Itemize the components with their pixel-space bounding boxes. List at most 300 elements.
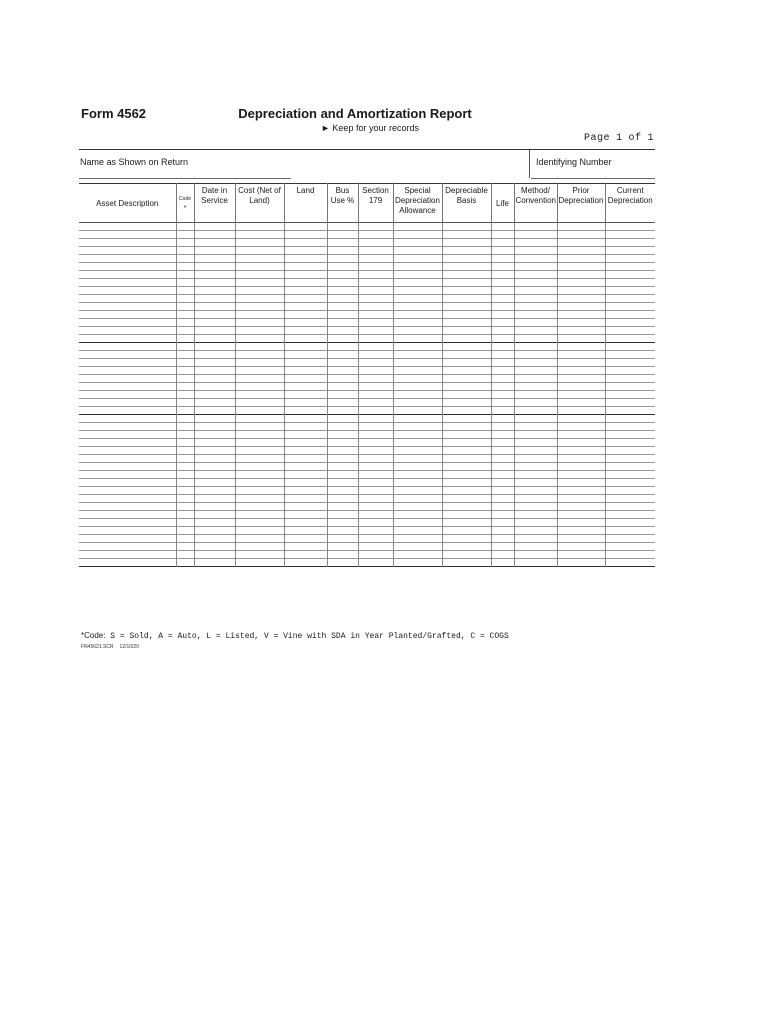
cell-section-179[interactable]: [358, 375, 393, 383]
cell-prior-depreciation[interactable]: [557, 519, 605, 527]
cell-cost[interactable]: [235, 367, 284, 375]
cell-special-depreciation[interactable]: [393, 343, 442, 351]
cell-asset-description[interactable]: [79, 375, 176, 383]
cell-method-convention[interactable]: [514, 255, 557, 263]
cell-cost[interactable]: [235, 551, 284, 559]
cell-current-depreciation[interactable]: [605, 391, 655, 399]
cell-depreciable-basis[interactable]: [442, 399, 491, 407]
cell-land[interactable]: [284, 423, 327, 431]
cell-section-179[interactable]: [358, 511, 393, 519]
cell-depreciable-basis[interactable]: [442, 471, 491, 479]
name-on-return-field[interactable]: [79, 178, 291, 179]
cell-bus-use[interactable]: [327, 255, 358, 263]
cell-code[interactable]: [176, 471, 194, 479]
cell-asset-description[interactable]: [79, 295, 176, 303]
cell-code[interactable]: [176, 335, 194, 343]
cell-depreciable-basis[interactable]: [442, 431, 491, 439]
cell-bus-use[interactable]: [327, 511, 358, 519]
cell-land[interactable]: [284, 503, 327, 511]
cell-date-in-service[interactable]: [194, 551, 235, 559]
cell-land[interactable]: [284, 431, 327, 439]
cell-special-depreciation[interactable]: [393, 487, 442, 495]
cell-life[interactable]: [491, 263, 514, 271]
cell-bus-use[interactable]: [327, 287, 358, 295]
cell-date-in-service[interactable]: [194, 431, 235, 439]
cell-prior-depreciation[interactable]: [557, 255, 605, 263]
cell-depreciable-basis[interactable]: [442, 303, 491, 311]
cell-cost[interactable]: [235, 399, 284, 407]
cell-life[interactable]: [491, 343, 514, 351]
cell-prior-depreciation[interactable]: [557, 495, 605, 503]
cell-land[interactable]: [284, 287, 327, 295]
cell-prior-depreciation[interactable]: [557, 271, 605, 279]
cell-cost[interactable]: [235, 479, 284, 487]
cell-life[interactable]: [491, 303, 514, 311]
cell-asset-description[interactable]: [79, 479, 176, 487]
cell-code[interactable]: [176, 319, 194, 327]
cell-depreciable-basis[interactable]: [442, 223, 491, 231]
cell-code[interactable]: [176, 327, 194, 335]
cell-life[interactable]: [491, 559, 514, 567]
cell-cost[interactable]: [235, 327, 284, 335]
cell-method-convention[interactable]: [514, 455, 557, 463]
cell-method-convention[interactable]: [514, 327, 557, 335]
cell-bus-use[interactable]: [327, 423, 358, 431]
cell-depreciable-basis[interactable]: [442, 287, 491, 295]
cell-prior-depreciation[interactable]: [557, 383, 605, 391]
cell-section-179[interactable]: [358, 359, 393, 367]
identifying-number-field[interactable]: [531, 178, 655, 179]
cell-special-depreciation[interactable]: [393, 495, 442, 503]
cell-method-convention[interactable]: [514, 527, 557, 535]
cell-prior-depreciation[interactable]: [557, 471, 605, 479]
cell-life[interactable]: [491, 503, 514, 511]
cell-date-in-service[interactable]: [194, 455, 235, 463]
cell-cost[interactable]: [235, 335, 284, 343]
cell-code[interactable]: [176, 463, 194, 471]
cell-current-depreciation[interactable]: [605, 543, 655, 551]
cell-life[interactable]: [491, 479, 514, 487]
cell-prior-depreciation[interactable]: [557, 399, 605, 407]
cell-cost[interactable]: [235, 303, 284, 311]
cell-section-179[interactable]: [358, 263, 393, 271]
cell-special-depreciation[interactable]: [393, 359, 442, 367]
cell-cost[interactable]: [235, 231, 284, 239]
cell-prior-depreciation[interactable]: [557, 223, 605, 231]
cell-depreciable-basis[interactable]: [442, 479, 491, 487]
cell-date-in-service[interactable]: [194, 255, 235, 263]
cell-land[interactable]: [284, 399, 327, 407]
cell-current-depreciation[interactable]: [605, 319, 655, 327]
cell-special-depreciation[interactable]: [393, 511, 442, 519]
cell-bus-use[interactable]: [327, 263, 358, 271]
cell-special-depreciation[interactable]: [393, 455, 442, 463]
cell-prior-depreciation[interactable]: [557, 351, 605, 359]
cell-method-convention[interactable]: [514, 423, 557, 431]
cell-section-179[interactable]: [358, 495, 393, 503]
cell-method-convention[interactable]: [514, 503, 557, 511]
cell-method-convention[interactable]: [514, 223, 557, 231]
cell-code[interactable]: [176, 247, 194, 255]
cell-depreciable-basis[interactable]: [442, 255, 491, 263]
cell-method-convention[interactable]: [514, 311, 557, 319]
cell-method-convention[interactable]: [514, 391, 557, 399]
cell-date-in-service[interactable]: [194, 479, 235, 487]
cell-current-depreciation[interactable]: [605, 479, 655, 487]
cell-section-179[interactable]: [358, 351, 393, 359]
cell-depreciable-basis[interactable]: [442, 447, 491, 455]
cell-code[interactable]: [176, 351, 194, 359]
cell-bus-use[interactable]: [327, 399, 358, 407]
cell-special-depreciation[interactable]: [393, 543, 442, 551]
cell-bus-use[interactable]: [327, 247, 358, 255]
cell-special-depreciation[interactable]: [393, 439, 442, 447]
cell-asset-description[interactable]: [79, 455, 176, 463]
cell-current-depreciation[interactable]: [605, 327, 655, 335]
cell-section-179[interactable]: [358, 423, 393, 431]
cell-prior-depreciation[interactable]: [557, 407, 605, 415]
cell-method-convention[interactable]: [514, 399, 557, 407]
cell-special-depreciation[interactable]: [393, 391, 442, 399]
cell-method-convention[interactable]: [514, 239, 557, 247]
cell-asset-description[interactable]: [79, 407, 176, 415]
cell-current-depreciation[interactable]: [605, 279, 655, 287]
cell-prior-depreciation[interactable]: [557, 279, 605, 287]
cell-depreciable-basis[interactable]: [442, 247, 491, 255]
cell-asset-description[interactable]: [79, 423, 176, 431]
cell-bus-use[interactable]: [327, 519, 358, 527]
cell-section-179[interactable]: [358, 271, 393, 279]
cell-bus-use[interactable]: [327, 343, 358, 351]
cell-depreciable-basis[interactable]: [442, 535, 491, 543]
cell-current-depreciation[interactable]: [605, 359, 655, 367]
cell-section-179[interactable]: [358, 383, 393, 391]
cell-depreciable-basis[interactable]: [442, 263, 491, 271]
cell-code[interactable]: [176, 519, 194, 527]
cell-special-depreciation[interactable]: [393, 335, 442, 343]
cell-prior-depreciation[interactable]: [557, 335, 605, 343]
cell-code[interactable]: [176, 383, 194, 391]
cell-method-convention[interactable]: [514, 359, 557, 367]
cell-date-in-service[interactable]: [194, 311, 235, 319]
cell-land[interactable]: [284, 463, 327, 471]
cell-land[interactable]: [284, 335, 327, 343]
cell-method-convention[interactable]: [514, 383, 557, 391]
cell-method-convention[interactable]: [514, 479, 557, 487]
cell-cost[interactable]: [235, 391, 284, 399]
cell-depreciable-basis[interactable]: [442, 551, 491, 559]
cell-asset-description[interactable]: [79, 367, 176, 375]
cell-asset-description[interactable]: [79, 487, 176, 495]
cell-prior-depreciation[interactable]: [557, 487, 605, 495]
cell-code[interactable]: [176, 343, 194, 351]
cell-special-depreciation[interactable]: [393, 503, 442, 511]
cell-method-convention[interactable]: [514, 551, 557, 559]
cell-cost[interactable]: [235, 535, 284, 543]
cell-depreciable-basis[interactable]: [442, 527, 491, 535]
cell-section-179[interactable]: [358, 255, 393, 263]
cell-date-in-service[interactable]: [194, 359, 235, 367]
cell-current-depreciation[interactable]: [605, 471, 655, 479]
cell-asset-description[interactable]: [79, 399, 176, 407]
cell-depreciable-basis[interactable]: [442, 335, 491, 343]
cell-section-179[interactable]: [358, 543, 393, 551]
cell-bus-use[interactable]: [327, 543, 358, 551]
cell-depreciable-basis[interactable]: [442, 415, 491, 423]
cell-life[interactable]: [491, 527, 514, 535]
cell-asset-description[interactable]: [79, 247, 176, 255]
cell-land[interactable]: [284, 311, 327, 319]
cell-current-depreciation[interactable]: [605, 423, 655, 431]
cell-code[interactable]: [176, 479, 194, 487]
cell-prior-depreciation[interactable]: [557, 551, 605, 559]
cell-date-in-service[interactable]: [194, 439, 235, 447]
cell-section-179[interactable]: [358, 455, 393, 463]
cell-cost[interactable]: [235, 263, 284, 271]
cell-method-convention[interactable]: [514, 535, 557, 543]
cell-date-in-service[interactable]: [194, 375, 235, 383]
cell-life[interactable]: [491, 543, 514, 551]
cell-bus-use[interactable]: [327, 527, 358, 535]
cell-cost[interactable]: [235, 239, 284, 247]
cell-cost[interactable]: [235, 375, 284, 383]
cell-bus-use[interactable]: [327, 535, 358, 543]
cell-cost[interactable]: [235, 519, 284, 527]
cell-asset-description[interactable]: [79, 335, 176, 343]
cell-bus-use[interactable]: [327, 367, 358, 375]
cell-asset-description[interactable]: [79, 495, 176, 503]
cell-prior-depreciation[interactable]: [557, 455, 605, 463]
cell-asset-description[interactable]: [79, 559, 176, 567]
cell-special-depreciation[interactable]: [393, 535, 442, 543]
cell-life[interactable]: [491, 375, 514, 383]
cell-life[interactable]: [491, 551, 514, 559]
cell-depreciable-basis[interactable]: [442, 487, 491, 495]
cell-method-convention[interactable]: [514, 247, 557, 255]
cell-cost[interactable]: [235, 295, 284, 303]
cell-land[interactable]: [284, 407, 327, 415]
cell-date-in-service[interactable]: [194, 503, 235, 511]
cell-cost[interactable]: [235, 383, 284, 391]
cell-land[interactable]: [284, 375, 327, 383]
cell-method-convention[interactable]: [514, 303, 557, 311]
cell-special-depreciation[interactable]: [393, 239, 442, 247]
cell-asset-description[interactable]: [79, 287, 176, 295]
cell-section-179[interactable]: [358, 519, 393, 527]
cell-land[interactable]: [284, 559, 327, 567]
cell-depreciable-basis[interactable]: [442, 391, 491, 399]
cell-code[interactable]: [176, 279, 194, 287]
cell-prior-depreciation[interactable]: [557, 295, 605, 303]
cell-land[interactable]: [284, 527, 327, 535]
cell-asset-description[interactable]: [79, 431, 176, 439]
cell-method-convention[interactable]: [514, 367, 557, 375]
cell-depreciable-basis[interactable]: [442, 319, 491, 327]
cell-cost[interactable]: [235, 559, 284, 567]
cell-cost[interactable]: [235, 543, 284, 551]
cell-cost[interactable]: [235, 487, 284, 495]
cell-current-depreciation[interactable]: [605, 303, 655, 311]
cell-code[interactable]: [176, 375, 194, 383]
cell-section-179[interactable]: [358, 439, 393, 447]
cell-bus-use[interactable]: [327, 223, 358, 231]
cell-section-179[interactable]: [358, 503, 393, 511]
cell-section-179[interactable]: [358, 479, 393, 487]
cell-asset-description[interactable]: [79, 255, 176, 263]
cell-land[interactable]: [284, 447, 327, 455]
cell-method-convention[interactable]: [514, 471, 557, 479]
cell-code[interactable]: [176, 503, 194, 511]
cell-current-depreciation[interactable]: [605, 223, 655, 231]
cell-date-in-service[interactable]: [194, 423, 235, 431]
cell-bus-use[interactable]: [327, 383, 358, 391]
cell-date-in-service[interactable]: [194, 335, 235, 343]
cell-date-in-service[interactable]: [194, 247, 235, 255]
cell-cost[interactable]: [235, 351, 284, 359]
cell-life[interactable]: [491, 271, 514, 279]
cell-code[interactable]: [176, 367, 194, 375]
cell-code[interactable]: [176, 359, 194, 367]
cell-special-depreciation[interactable]: [393, 247, 442, 255]
cell-section-179[interactable]: [358, 247, 393, 255]
cell-bus-use[interactable]: [327, 295, 358, 303]
cell-date-in-service[interactable]: [194, 271, 235, 279]
cell-life[interactable]: [491, 487, 514, 495]
cell-land[interactable]: [284, 279, 327, 287]
cell-prior-depreciation[interactable]: [557, 527, 605, 535]
cell-prior-depreciation[interactable]: [557, 543, 605, 551]
cell-current-depreciation[interactable]: [605, 439, 655, 447]
cell-method-convention[interactable]: [514, 231, 557, 239]
cell-land[interactable]: [284, 223, 327, 231]
cell-asset-description[interactable]: [79, 327, 176, 335]
cell-current-depreciation[interactable]: [605, 551, 655, 559]
cell-life[interactable]: [491, 311, 514, 319]
cell-life[interactable]: [491, 351, 514, 359]
cell-special-depreciation[interactable]: [393, 527, 442, 535]
cell-depreciable-basis[interactable]: [442, 279, 491, 287]
cell-special-depreciation[interactable]: [393, 351, 442, 359]
cell-asset-description[interactable]: [79, 551, 176, 559]
cell-current-depreciation[interactable]: [605, 343, 655, 351]
cell-life[interactable]: [491, 495, 514, 503]
cell-special-depreciation[interactable]: [393, 431, 442, 439]
cell-asset-description[interactable]: [79, 447, 176, 455]
cell-code[interactable]: [176, 431, 194, 439]
cell-land[interactable]: [284, 351, 327, 359]
cell-life[interactable]: [491, 279, 514, 287]
cell-method-convention[interactable]: [514, 447, 557, 455]
cell-life[interactable]: [491, 335, 514, 343]
cell-land[interactable]: [284, 439, 327, 447]
cell-cost[interactable]: [235, 463, 284, 471]
cell-depreciable-basis[interactable]: [442, 295, 491, 303]
cell-land[interactable]: [284, 231, 327, 239]
cell-current-depreciation[interactable]: [605, 455, 655, 463]
cell-cost[interactable]: [235, 271, 284, 279]
cell-life[interactable]: [491, 327, 514, 335]
cell-method-convention[interactable]: [514, 495, 557, 503]
cell-code[interactable]: [176, 439, 194, 447]
cell-method-convention[interactable]: [514, 263, 557, 271]
cell-section-179[interactable]: [358, 327, 393, 335]
cell-depreciable-basis[interactable]: [442, 511, 491, 519]
cell-code[interactable]: [176, 535, 194, 543]
cell-current-depreciation[interactable]: [605, 383, 655, 391]
cell-prior-depreciation[interactable]: [557, 319, 605, 327]
cell-date-in-service[interactable]: [194, 279, 235, 287]
cell-code[interactable]: [176, 415, 194, 423]
cell-asset-description[interactable]: [79, 383, 176, 391]
cell-land[interactable]: [284, 239, 327, 247]
cell-method-convention[interactable]: [514, 559, 557, 567]
cell-life[interactable]: [491, 383, 514, 391]
cell-date-in-service[interactable]: [194, 319, 235, 327]
cell-code[interactable]: [176, 231, 194, 239]
cell-current-depreciation[interactable]: [605, 263, 655, 271]
cell-special-depreciation[interactable]: [393, 311, 442, 319]
cell-special-depreciation[interactable]: [393, 559, 442, 567]
cell-asset-description[interactable]: [79, 543, 176, 551]
cell-asset-description[interactable]: [79, 463, 176, 471]
cell-special-depreciation[interactable]: [393, 423, 442, 431]
cell-cost[interactable]: [235, 343, 284, 351]
cell-prior-depreciation[interactable]: [557, 431, 605, 439]
cell-cost[interactable]: [235, 423, 284, 431]
cell-current-depreciation[interactable]: [605, 487, 655, 495]
cell-current-depreciation[interactable]: [605, 295, 655, 303]
cell-section-179[interactable]: [358, 487, 393, 495]
cell-land[interactable]: [284, 391, 327, 399]
cell-bus-use[interactable]: [327, 327, 358, 335]
cell-prior-depreciation[interactable]: [557, 263, 605, 271]
cell-special-depreciation[interactable]: [393, 223, 442, 231]
cell-bus-use[interactable]: [327, 471, 358, 479]
cell-asset-description[interactable]: [79, 239, 176, 247]
cell-land[interactable]: [284, 471, 327, 479]
cell-prior-depreciation[interactable]: [557, 343, 605, 351]
cell-code[interactable]: [176, 295, 194, 303]
cell-land[interactable]: [284, 247, 327, 255]
cell-bus-use[interactable]: [327, 431, 358, 439]
cell-section-179[interactable]: [358, 559, 393, 567]
cell-current-depreciation[interactable]: [605, 511, 655, 519]
cell-section-179[interactable]: [358, 311, 393, 319]
cell-bus-use[interactable]: [327, 335, 358, 343]
cell-section-179[interactable]: [358, 231, 393, 239]
cell-life[interactable]: [491, 415, 514, 423]
cell-life[interactable]: [491, 367, 514, 375]
cell-method-convention[interactable]: [514, 463, 557, 471]
cell-section-179[interactable]: [358, 447, 393, 455]
cell-special-depreciation[interactable]: [393, 519, 442, 527]
cell-code[interactable]: [176, 423, 194, 431]
cell-cost[interactable]: [235, 447, 284, 455]
cell-section-179[interactable]: [358, 319, 393, 327]
cell-code[interactable]: [176, 271, 194, 279]
cell-special-depreciation[interactable]: [393, 271, 442, 279]
cell-depreciable-basis[interactable]: [442, 327, 491, 335]
cell-special-depreciation[interactable]: [393, 375, 442, 383]
cell-prior-depreciation[interactable]: [557, 439, 605, 447]
cell-asset-description[interactable]: [79, 511, 176, 519]
cell-code[interactable]: [176, 391, 194, 399]
cell-prior-depreciation[interactable]: [557, 511, 605, 519]
cell-bus-use[interactable]: [327, 495, 358, 503]
cell-section-179[interactable]: [358, 431, 393, 439]
cell-code[interactable]: [176, 303, 194, 311]
cell-section-179[interactable]: [358, 415, 393, 423]
